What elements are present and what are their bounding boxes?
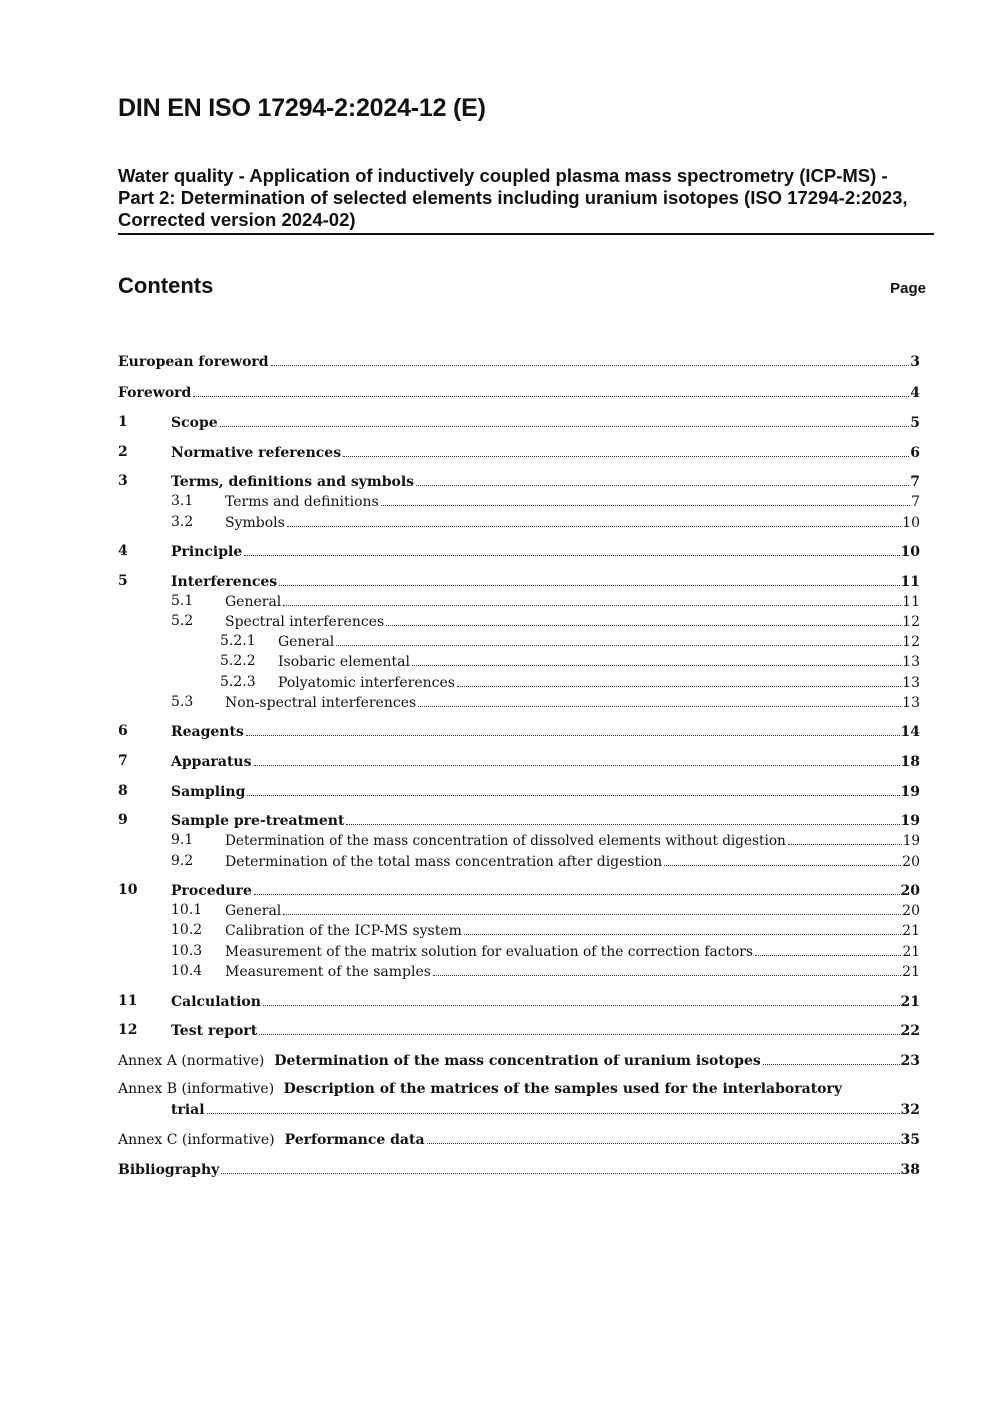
dot-leader [287, 512, 901, 527]
toc-entry-page: 4 [910, 385, 920, 401]
toc-entry-page: 11 [902, 594, 920, 610]
toc-entry-page: 20 [902, 903, 920, 919]
toc-entry-page: 13 [902, 675, 920, 691]
toc-entry-label: Symbols [225, 515, 285, 531]
dot-leader [755, 941, 901, 956]
toc-entry-label: Non-spectral interferences [225, 695, 417, 711]
toc-entry-page: 20 [902, 854, 920, 870]
toc-entry-label: Sample pre-treatment [171, 813, 345, 829]
toc-entry-number: 6 [118, 723, 128, 739]
toc-entry-number: 5.2 [171, 613, 194, 629]
annex-title-line-2: trial [171, 1102, 205, 1118]
toc-entry-9-1[interactable] [0, 830, 992, 850]
toc-entry-number: 5.1 [171, 593, 194, 609]
toc-entry-label: Determination of the mass concentration of dissolved elements without digestion [225, 833, 786, 849]
toc-entry-foreword[interactable] [0, 382, 992, 402]
toc-entry-5-2[interactable] [0, 611, 992, 631]
toc-entry-label: Foreword [118, 385, 192, 401]
dot-leader [246, 721, 900, 736]
dot-leader [343, 442, 909, 457]
toc-entry-label: Determination of the total mass concentration after digestion [225, 854, 663, 870]
toc-entry-label: Terms and definitions [225, 494, 379, 510]
toc-entry-label: Procedure [171, 883, 252, 899]
toc-entry-1[interactable] [0, 412, 992, 432]
toc-entry-5-2-3[interactable] [0, 672, 992, 692]
title-divider [118, 233, 934, 235]
toc-entry-10-2[interactable] [0, 920, 992, 940]
dot-leader [193, 382, 909, 397]
toc-entry-label: Isobaric elemental [278, 654, 410, 670]
toc-entry-page: 21 [902, 923, 920, 939]
dot-leader [247, 781, 899, 796]
toc-entry-page: 21 [900, 994, 920, 1010]
toc-entry-number: 12 [118, 1022, 138, 1038]
toc-entry-number: 10 [118, 882, 138, 898]
toc-entry-label: Normative references [171, 445, 342, 461]
toc-entry-5-2-1[interactable] [0, 631, 992, 651]
toc-entry-number: 10.1 [171, 902, 203, 918]
toc-entry-label: Terms, definitions and symbols [171, 474, 415, 490]
toc-entry-number: 3.1 [171, 493, 194, 509]
toc-entry-number: 3.2 [171, 514, 194, 530]
dot-leader [664, 851, 901, 866]
toc-entry-page: 3 [910, 354, 920, 370]
toc-entry-3-2[interactable] [0, 512, 992, 532]
toc-entry-number: 1 [118, 414, 128, 430]
toc-entry-page: 35 [900, 1132, 920, 1148]
toc-entry-12[interactable] [0, 1020, 992, 1040]
toc-entry-number: 10.4 [171, 963, 203, 979]
dot-leader [259, 1020, 899, 1035]
dot-leader [457, 672, 901, 687]
dot-leader [427, 1129, 900, 1144]
toc-entry-11[interactable] [0, 991, 992, 1011]
dot-leader [763, 1050, 900, 1065]
annex-prefix: Annex A (normative) [118, 1053, 265, 1069]
annex-prefix: Annex B (informative) [118, 1081, 275, 1097]
toc-entry-number: 9.1 [171, 832, 194, 848]
toc-entry-6[interactable] [0, 721, 992, 741]
toc-entry-7[interactable] [0, 751, 992, 771]
dot-leader [386, 611, 901, 626]
toc-entry-page: 7 [910, 474, 920, 490]
toc-entry-5-3[interactable] [0, 692, 992, 712]
toc-entry-page: 6 [910, 445, 920, 461]
toc-entry-9[interactable] [0, 810, 992, 830]
toc-entry-number: 8 [118, 783, 128, 799]
toc-entry-10-3[interactable] [0, 941, 992, 961]
toc-entry-page: 14 [900, 724, 920, 740]
dot-leader [283, 591, 901, 606]
toc-entry-number: 5.2.2 [220, 653, 256, 669]
toc-entry-number: 5.2.3 [220, 674, 256, 690]
annex-title-line-1: Description of the matrices of the samples used for the interlaboratory [283, 1081, 843, 1097]
toc-entry-10[interactable] [0, 880, 992, 900]
toc-entry-number: 10.2 [171, 922, 203, 938]
toc-entry-page: 5 [910, 415, 920, 431]
annex-title: Determination of the mass concentration of uranium isotopes [274, 1053, 761, 1069]
toc-entry-number: 11 [118, 993, 138, 1009]
toc-entry-label: Spectral interferences [225, 614, 385, 630]
toc-entry-number: 5 [118, 573, 128, 589]
toc-entry-page: 10 [902, 515, 920, 531]
toc-entry-european-foreword[interactable] [0, 351, 992, 371]
document-title: Water quality - Application of inductively coupled plasma mass spectrometry (ICP-MS) - Part 2: Determination of selected elements including uranium isotopes (ISO 17294-2:2023, Corrected version 2024-02) [118, 165, 908, 230]
toc-entry-page: 19 [900, 784, 920, 800]
page-column-heading: Page [890, 280, 926, 297]
toc-entry-label: Measurement of the samples [225, 964, 431, 980]
toc-entry-3-1[interactable] [0, 491, 992, 511]
dot-leader [416, 471, 909, 486]
toc-entry-3[interactable] [0, 471, 992, 491]
toc-entry-annex-c[interactable] [0, 1129, 992, 1149]
dot-leader [346, 810, 899, 825]
toc-entry-page: 38 [900, 1162, 920, 1178]
toc-entry-page: 12 [902, 614, 920, 630]
dot-leader [207, 1099, 900, 1114]
dot-leader [254, 751, 900, 766]
toc-entry-label: General [225, 903, 282, 919]
toc-entry-number: 5.2.1 [220, 633, 256, 649]
toc-entry-annex-b[interactable] [0, 1079, 992, 1119]
toc-entry-4[interactable] [0, 541, 992, 561]
dot-leader [433, 961, 901, 976]
toc-entry-page: 10 [900, 544, 920, 560]
toc-entry-number: 9.2 [171, 853, 194, 869]
toc-entry-label: Scope [171, 415, 218, 431]
toc-entry-label: Principle [171, 544, 243, 560]
toc-entry-bibliography[interactable] [0, 1159, 992, 1179]
toc-entry-10-1[interactable] [0, 900, 992, 920]
toc-entry-label: Bibliography [118, 1162, 220, 1178]
dot-leader [221, 1159, 899, 1174]
toc-entry-9-2[interactable] [0, 851, 992, 871]
toc-entry-page: 21 [902, 964, 920, 980]
contents-heading: Contents [118, 273, 214, 298]
toc-entry-5[interactable] [0, 571, 992, 591]
toc-entry-page: 7 [911, 494, 920, 510]
toc-entry-page: 23 [900, 1053, 920, 1069]
dot-leader [244, 541, 899, 556]
toc-entry-label: Reagents [171, 724, 244, 740]
toc-entry-page: 19 [902, 833, 920, 849]
toc-entry-label: Test report [171, 1023, 258, 1039]
toc-entry-number: 5.3 [171, 694, 194, 710]
annex-title: Performance data [284, 1132, 425, 1148]
toc-entry-page: 19 [900, 813, 920, 829]
annex-prefix: Annex C (informative) [118, 1132, 275, 1148]
dot-leader [254, 880, 900, 895]
toc-entry-8[interactable] [0, 781, 992, 801]
toc-entry-label: European foreword [118, 354, 269, 370]
toc-entry-page: 18 [900, 754, 920, 770]
dot-leader [464, 920, 901, 935]
dot-leader [412, 651, 901, 666]
toc-entry-number: 3 [118, 473, 128, 489]
toc-entry-label: Sampling [171, 784, 246, 800]
dot-leader [271, 351, 910, 366]
dot-leader [220, 412, 910, 427]
toc-entry-number: 4 [118, 543, 128, 559]
toc-entry-number: 9 [118, 812, 128, 828]
toc-entry-label: General [225, 594, 282, 610]
toc-entry-number: 7 [118, 753, 128, 769]
toc-entry-label: General [278, 634, 335, 650]
toc-entry-number: 10.3 [171, 943, 203, 959]
toc-entry-label: Measurement of the matrix solution for evaluation of the correction factors [225, 944, 753, 960]
dot-leader [336, 631, 901, 646]
toc-entry-page: 22 [900, 1023, 920, 1039]
toc-entry-label: Calibration of the ICP-MS system [225, 923, 462, 939]
toc-entry-page: 11 [900, 574, 920, 590]
dot-leader [279, 571, 899, 586]
toc-entry-page: 13 [902, 654, 920, 670]
toc-entry-5-2-2[interactable] [0, 651, 992, 671]
toc-entry-page: 20 [900, 883, 920, 899]
toc-entry-page: 13 [902, 695, 920, 711]
toc-entry-10-4[interactable] [0, 961, 992, 981]
toc-entry-page: 21 [902, 944, 920, 960]
toc-entry-label: Apparatus [171, 754, 252, 770]
toc-entry-page: 12 [902, 634, 920, 650]
dot-leader [283, 900, 901, 915]
toc-entry-annex-a[interactable] [0, 1050, 992, 1070]
dot-leader [263, 991, 900, 1006]
toc-entry-label: Calculation [171, 994, 261, 1010]
toc-entry-page: 32 [900, 1102, 920, 1118]
toc-entry-label: Polyatomic interferences [278, 675, 455, 691]
dot-leader [381, 491, 910, 506]
toc-entry-2[interactable] [0, 442, 992, 462]
document-id: DIN EN ISO 17294-2:2024-12 (E) [118, 94, 486, 122]
dot-leader [418, 692, 901, 707]
toc-entry-5-1[interactable] [0, 591, 992, 611]
toc-entry-number: 2 [118, 444, 128, 460]
dot-leader [788, 830, 902, 845]
toc-entry-label: Interferences [171, 574, 278, 590]
